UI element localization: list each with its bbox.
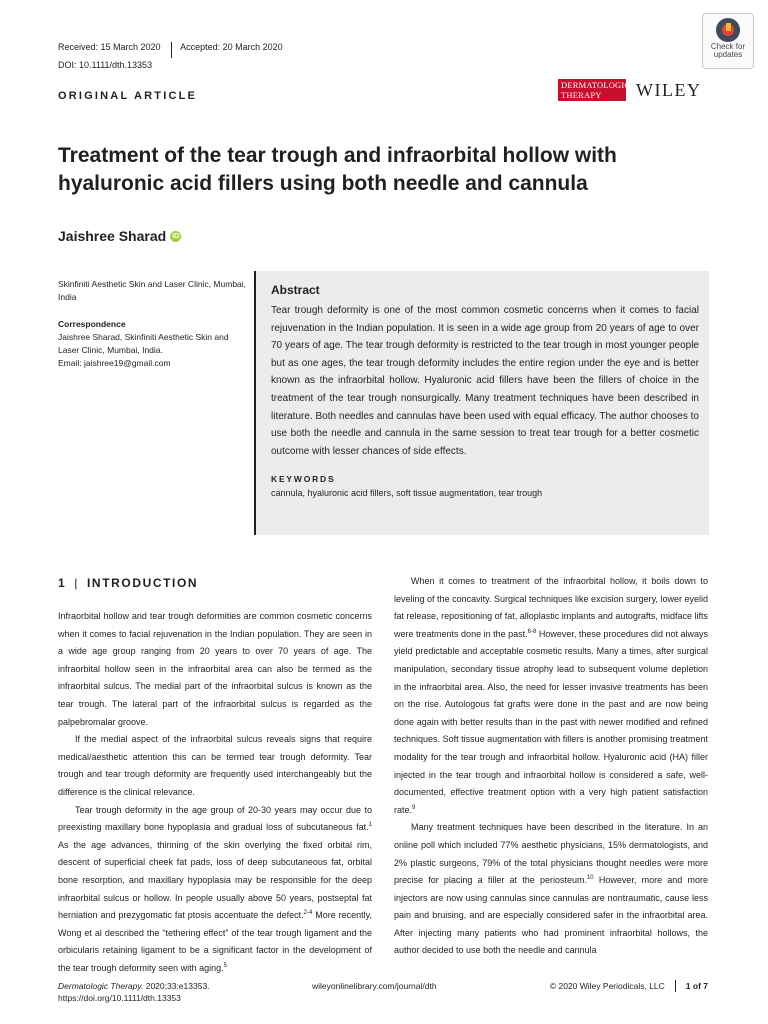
footer-doi-link[interactable]: https://doi.org/10.1111/dth.13353 (58, 993, 181, 1003)
abstract-text: Tear trough deformity is one of the most common cosmetic concerns when it comes to facial rejuvenation in the Indian population. It is seen in a wide age group from 20 years of age to over 70 years of age. The tear trough deformity is restricted to the tear trough in most younger people but as one ages, the tear trough deformity includes the entire region under the eye and is better known as the infraorbital hollow. Hyaluronic acid fillers have been the fillers of choice in the treatment of the tear trough nonsurgically. Many treatment techniques have been described in literature. Both needles and cannulas have been used with equal efficacy. The author chooses to use both the needle and cannula in the same session to treat tear trough for a better cosmetic outcome with lesser chances of side effects. (271, 305, 699, 457)
citation-ref[interactable]: 1 (368, 822, 372, 829)
article-dates (58, 39, 283, 72)
section-separator: | (74, 576, 79, 590)
citation-ref[interactable]: 9 (412, 804, 416, 811)
correspondence (58, 318, 248, 370)
check-updates-line2: updates (713, 50, 743, 59)
paragraph: When it comes to treatment of the infraorbital hollow, it boils down to leveling of the concavity. Surgical techniques like excision surgery, lower eyelid fat release, repositioning of fat, alloplastic implants and autografts, midface lifts were treatments done in the past.$^{6-8}$ However, these procedures did not always yield predictable and acceptable cosmetic results. Many a times, after surgical manipulation, secondary tissue atrophy lead to subsequent volume depletion in the infraorbital area. Also, the need for lesser invasive treatments has been on the rise. Autologous fat grafts were done in the past and are now being done again with better results than in the past with newer modified and refined techniques. Soft tissue augmentation with fillers is another promising treatment modality for the tear trough and infraorbital hollow. Hyaluronic acid (HA) filler injected in the tear trough and infraorbital hollow is considered a safe, well-documented, effective treatment option with a very high patient satisfaction rate.$^9$ (394, 576, 709, 815)
correspondence-heading: Correspondence (58, 319, 126, 329)
citation-ref[interactable]: 5 (223, 962, 227, 969)
left-column (58, 608, 372, 977)
correspondence-address: Jaishree Sharad, Skinfiniti Aesthetic Skin and Laser Clinic, Mumbai, India. (58, 332, 229, 355)
right-column (394, 573, 708, 960)
author-line (58, 228, 181, 244)
crossmark-icon (716, 18, 740, 42)
correspondence-email[interactable]: Email: jaishree19@gmail.com (58, 358, 171, 368)
abstract-box (254, 271, 709, 535)
keywords-heading: KEYWORDS (271, 474, 336, 485)
page-number: 1 of 7 (685, 981, 708, 991)
publisher-logo: WILEY (636, 80, 702, 100)
author-name: Jaishree Sharad (58, 228, 167, 244)
received-date: Received: 15 March 2020 (58, 41, 161, 52)
section-number: 1 (58, 576, 67, 590)
footer-journal: Dermatologic Therapy. (58, 981, 144, 991)
footer-copyright: © 2020 Wiley Periodicals, LLC (549, 981, 665, 991)
journal-logo-line2: THERAPY (561, 90, 602, 100)
citation-ref[interactable]: 10 (586, 875, 594, 882)
footer-volume: 2020;33:e13353. (143, 981, 210, 991)
paragraph: Infraorbital hollow and tear trough deformities are common cosmetic concerns when it comes to facial rejuvenation in the Indian population. They are seen in a wide age group ranging from 20 years to over 70 years of age. The infraorbital hollow seen in the infraorbital area can also be termed as the infraorbital sulcus. The medial part of the infraorbital sulcus is known as the tear trough. The lateral part of the infraorbital sulcus is regarded as the palpebromalar groove. (58, 611, 372, 727)
check-updates-line1: Check for (710, 42, 746, 51)
doi[interactable]: DOI: 10.1111/dth.13353 (58, 60, 153, 70)
footer-right (550, 980, 708, 992)
date-separator (171, 42, 173, 58)
paragraph: Tear trough deformity in the age group of 20-30 years may occur due to preexisting maxillary bone hypoplasia and gradual loss of subcutaneous fat.$^1$ As the age advances, thinning of the skin overlying the fixed orbital rim, descent of superficial cheek fat pads, loss of deep subcutaneous fat, orbital bone resorption, and maxillary hypoplasia may be responsible for the deep infraorbital sulcus or hollow. In people usually above 50 years, postseptal fat herniation and prezygomatic fat ptosis accentuate the defect.$^{2-4}$ More recently, Wong et al described the “tethering effect” of the tear trough ligament and the orbicularis retaining ligament to be a significant factor in the development of the tear trough deformity seen with aging.$^5$ (58, 804, 372, 973)
abstract-heading: Abstract (271, 283, 320, 297)
keywords: cannula, hyaluronic acid fillers, soft tissue augmentation, tear trough (271, 488, 543, 499)
paragraph: Many treatment techniques have been described in the literature. In an online poll which included 77% aesthetic physicians, 15% dermatologists, and 2% plastic surgeons, 79% of the total physicians thought needles were more precise for placing a filler at the periosteum.$^{10}$ However, more and more injectors are now using cannulas since cannulas are nontraumatic, cause less pain and bruising, and are especially considered safer in the infraorbital area. After injecting many patients who had prominent infraorbital hollows, the author decided to use both the needle and cannula (394, 822, 708, 956)
check-for-updates-button[interactable] (702, 13, 754, 69)
accepted-date: Accepted: 20 March 2020 (180, 41, 283, 52)
section-title: INTRODUCTION (87, 576, 199, 590)
paragraph: If the medial aspect of the infraorbital sulcus reveals signs that require medical/aesthetic attention this can be termed tear trough deformity. Tear trough and tear trough deformity are frequently used interchangeably but the difference is the clinical relevance. (58, 734, 372, 797)
journal-logo (558, 79, 631, 101)
orcid-icon[interactable]: iD (172, 232, 180, 240)
article-title: Treatment of the tear trough and infraorbital hollow with hyaluronic acid fillers using both needle and cannula (58, 144, 617, 195)
footer-website-link[interactable]: wileyonlinelibrary.com/journal/dth (312, 981, 437, 991)
citation-ref[interactable]: 2-4 (303, 910, 313, 917)
affiliation: Skinfiniti Aesthetic Skin and Laser Clinic, Mumbai, India (58, 279, 247, 302)
journal-logo-line1: DERMATOLOGIC (561, 80, 631, 90)
citation-ref[interactable]: 6-8 (527, 628, 537, 635)
footer-separator (675, 980, 676, 992)
footer-citation (58, 980, 210, 1004)
article-type: ORIGINAL ARTICLE (58, 90, 198, 102)
section-heading (58, 576, 198, 590)
